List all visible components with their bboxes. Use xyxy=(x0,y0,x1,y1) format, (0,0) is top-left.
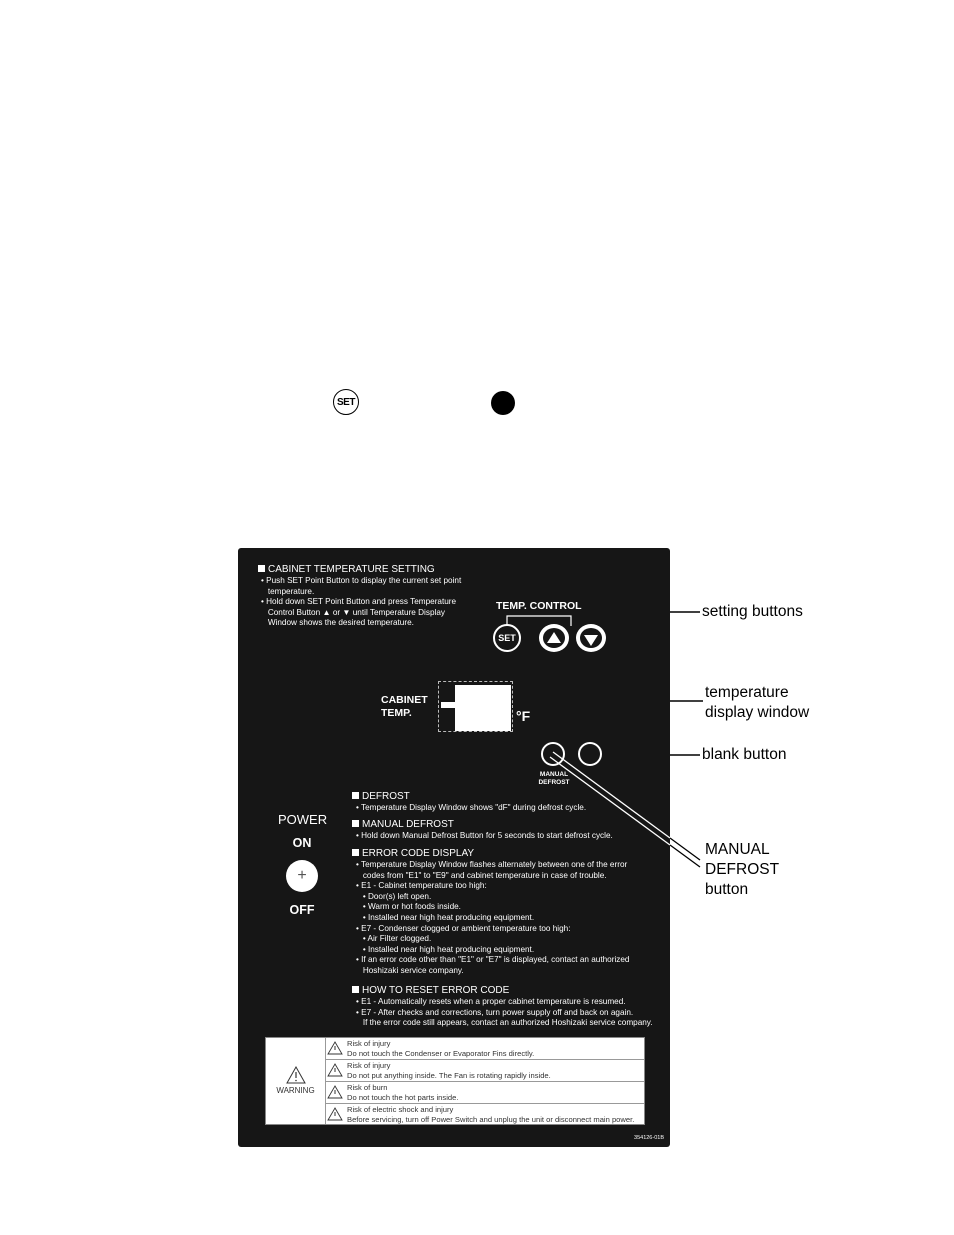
off-label: OFF xyxy=(289,903,315,917)
warning-row: Risk of injury Do not touch the Condenser or Evaporator Fins directly. xyxy=(325,1038,644,1060)
callout-manual-defrost: MANUAL DEFROST button xyxy=(705,841,780,898)
unit-label: °F xyxy=(516,708,531,724)
reset-error-heading: HOW TO RESET ERROR CODE xyxy=(352,985,509,996)
defrost-heading: DEFROST xyxy=(352,791,410,802)
temp-control-label: TEMP. CONTROL xyxy=(496,600,582,612)
callout-blank-button: blank button xyxy=(702,746,787,763)
reset-error-text: • E1 - Automatically resets when a proper cabinet temperature is resumed. • E7 - After checks and corrections, turn power supply off and back on again. If the error code still appears, contact an authorized Hoshizaki service company. xyxy=(356,997,653,1028)
on-label: ON xyxy=(292,836,312,850)
part-number: 354126-01B xyxy=(634,1135,664,1141)
set-button[interactable]: SET xyxy=(493,624,521,652)
defrost-text: • Temperature Display Window shows "dF" during defrost cycle. xyxy=(356,803,587,812)
callout-setting-buttons: setting buttons xyxy=(702,603,803,620)
power-label: POWER xyxy=(278,812,328,827)
set-button-icon: SET xyxy=(333,389,359,415)
warning-row: Risk of electric shock and injury Before servicing, turn off Power Switch and unplug the unit or disconnect main power. xyxy=(325,1104,644,1126)
manual-defrost-label: MANUAL DEFROST xyxy=(538,771,570,786)
warning-row: Risk of burn Do not touch the hot parts inside. xyxy=(325,1082,644,1104)
manual-defrost-heading: MANUAL DEFROST xyxy=(352,819,454,830)
plus-icon: + xyxy=(297,867,307,884)
cabinet-temp-label: CABINET TEMP. xyxy=(381,694,428,719)
cabinet-temp-setting-text: • Push SET Point Button to display the current set point temperature. • Hold down SET Point Button and press Temperature Control Button ▲ or ▼ until Temperature Display Window shows the desired temperature. xyxy=(261,576,462,628)
error-code-text: • Temperature Display Window flashes alternately between one of the error codes from "E1" to "E9" and cabinet temperature in case of trouble. • E1 - Cabinet temperature too high: • Door(s) left open. • Warm or hot foods inside. • Installed near high heat producing equipment. • E7 - Condenser clogged or ambient temperature too high: • Air Filter clogged. • Installed near high heat producing equipment. • If an error code other than "E1" or "E7" is displayed, contact an authorized Hoshizaki service company. xyxy=(356,860,630,975)
callout-temp-display: temperature display window xyxy=(705,684,810,721)
warning-row: Risk of injury Do not put anything inside. The Fan is rotating rapidly inside. xyxy=(325,1060,644,1082)
cabinet-temp-setting-heading: CABINET TEMPERATURE SETTING xyxy=(258,564,435,575)
warning-label: WARNING xyxy=(276,1086,315,1095)
error-code-heading: ERROR CODE DISPLAY xyxy=(352,848,474,859)
manual-defrost-text: • Hold down Manual Defrost Button for 5 seconds to start defrost cycle. xyxy=(356,831,613,840)
